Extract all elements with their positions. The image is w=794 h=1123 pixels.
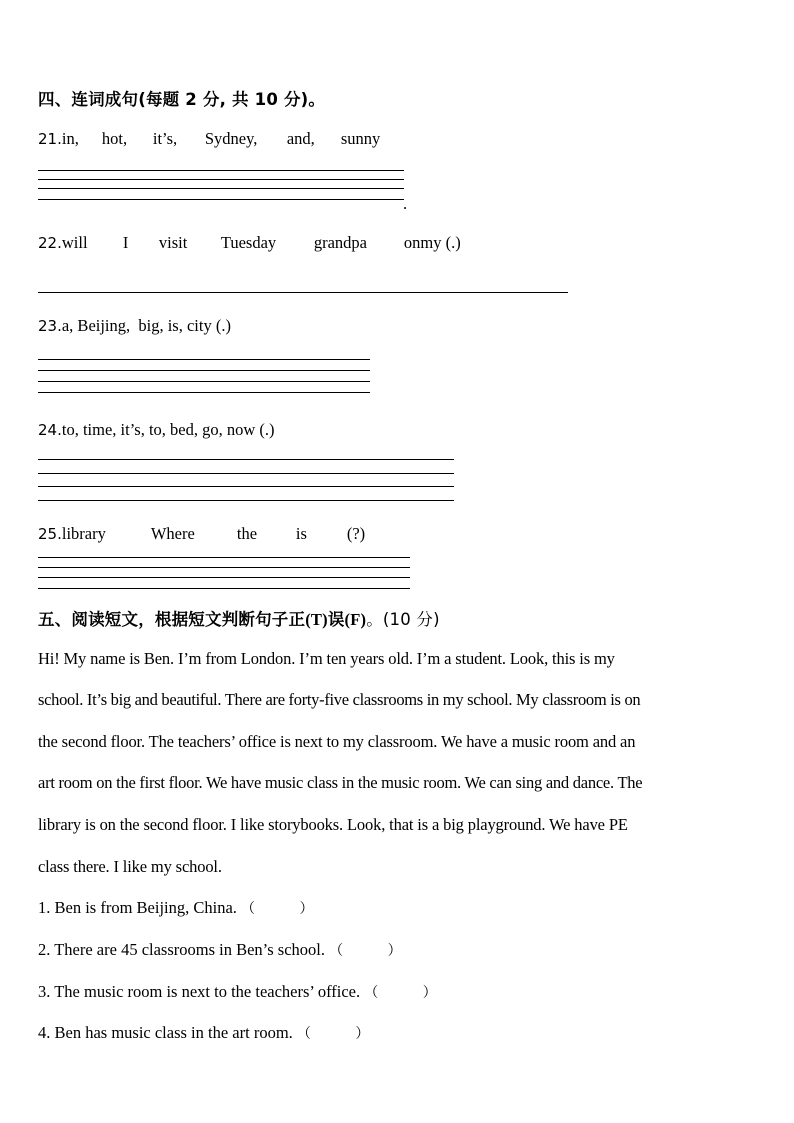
answer-line[interactable] xyxy=(38,588,410,589)
question-24 xyxy=(38,420,275,440)
statement-3 xyxy=(38,982,437,1002)
question-words: to, time, it’s, to, bed, go, now (.) xyxy=(61,420,275,439)
word: Tuesday xyxy=(220,233,277,252)
passage-line: school. It’s big and beautiful. There are forty-five classrooms in my school. My classroom is on xyxy=(38,690,641,709)
passage-line: class there. I like my school. xyxy=(38,857,222,876)
question-number: 24. xyxy=(38,421,62,439)
question-22 xyxy=(38,233,461,253)
question-number: 22. xyxy=(38,234,62,252)
answer-line[interactable] xyxy=(38,577,410,578)
word: hot, xyxy=(101,129,128,148)
statement-text: 3. The music room is next to the teachers’ office. xyxy=(38,982,361,1001)
answer-line[interactable] xyxy=(38,381,370,382)
question-number: 25. xyxy=(38,525,62,543)
passage-line: library is on the second floor. I like storybooks. Look, that is a big playground. We have PE xyxy=(38,815,628,834)
word: it’s, xyxy=(152,129,178,148)
answer-line[interactable] xyxy=(38,370,370,371)
statement-text: 1. Ben is from Beijing, China. xyxy=(38,898,237,917)
word: visit xyxy=(158,233,188,252)
word: Sydney, xyxy=(204,129,258,148)
word: sunny xyxy=(340,129,381,148)
heading-text: 误 xyxy=(327,610,345,629)
question-21 xyxy=(38,129,380,149)
answer-line[interactable] xyxy=(38,179,404,180)
word: and, xyxy=(286,129,315,148)
question-number: 23. xyxy=(38,317,62,335)
statement-1 xyxy=(38,898,314,918)
statement-text: 4. Ben has music class in the art room. xyxy=(38,1023,293,1042)
heading-false-mark: (F) xyxy=(344,610,367,629)
section-4-heading: 四、连词成句(每题 2 分, 共 10 分)。 xyxy=(38,90,326,109)
passage-line: Hi! My name is Ben. I’m from London. I’m ten years old. I’m a student. Look, this is my xyxy=(38,649,615,668)
question-23 xyxy=(38,316,231,336)
heading-text: 五、阅读短文，根据短文判断句子正 xyxy=(38,610,306,629)
question-number: 21. xyxy=(38,130,62,148)
answer-line[interactable] xyxy=(38,567,410,568)
answer-line[interactable] xyxy=(38,500,454,501)
answer-line[interactable] xyxy=(38,359,370,360)
word: will xyxy=(61,233,88,252)
answer-line[interactable] xyxy=(38,473,454,474)
word: is xyxy=(295,524,307,543)
word: in, xyxy=(61,129,79,148)
answer-line[interactable] xyxy=(38,170,404,171)
answer-blank[interactable]: （ ） xyxy=(241,901,314,917)
word: (?) xyxy=(346,524,366,543)
heading-true-mark: (T) xyxy=(305,610,328,629)
end-period: . xyxy=(403,194,408,213)
statement-text: 2. There are 45 classrooms in Ben’s school. xyxy=(38,940,326,959)
word: grandpa xyxy=(313,233,368,252)
answer-blank[interactable]: （ ） xyxy=(296,1026,370,1042)
statement-2 xyxy=(38,940,402,960)
answer-line[interactable] xyxy=(38,392,370,393)
question-25 xyxy=(38,524,365,544)
passage-line: the second floor. The teachers’ office is next to my classroom. We have a music room and an xyxy=(38,732,636,751)
word: I xyxy=(122,233,129,252)
passage-line: art room on the first floor. We have music class in the music room. We can sing and dance. The xyxy=(38,773,643,792)
statement-4 xyxy=(38,1023,369,1043)
answer-line[interactable] xyxy=(38,459,454,460)
word: Where xyxy=(150,524,195,543)
word: onmy (.) xyxy=(403,233,461,252)
answer-line[interactable] xyxy=(38,486,454,487)
answer-blank[interactable]: （ ） xyxy=(364,985,437,1001)
answer-blank[interactable]: （ ） xyxy=(329,943,402,959)
section-5-heading xyxy=(38,606,440,630)
word: the xyxy=(236,524,258,543)
answer-line[interactable] xyxy=(38,292,568,293)
answer-line[interactable] xyxy=(38,557,410,558)
answer-line[interactable] xyxy=(38,199,404,200)
answer-line[interactable] xyxy=(38,188,404,189)
heading-score: 。(10 分) xyxy=(366,610,440,629)
word: library xyxy=(61,524,106,543)
question-words: a, Beijing, big, is, city (.) xyxy=(61,316,231,335)
